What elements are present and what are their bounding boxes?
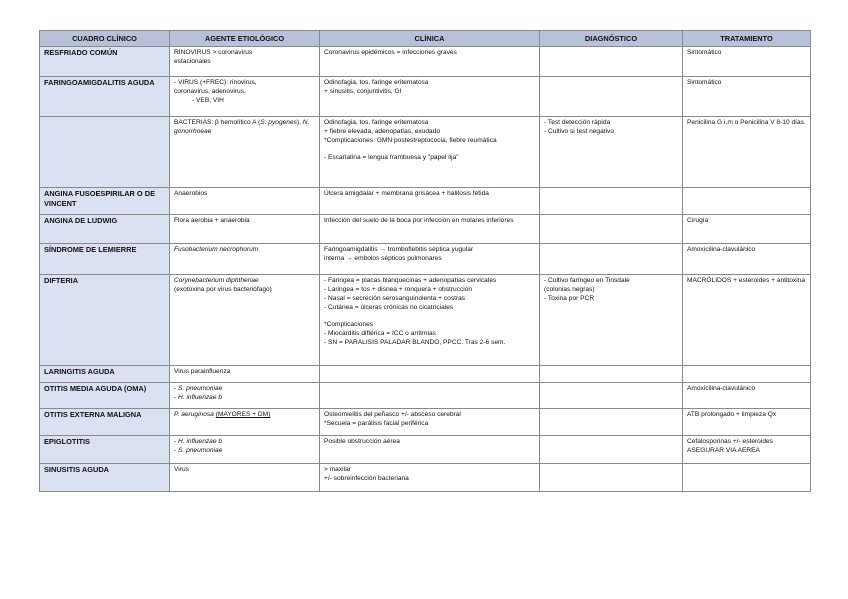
tratamiento-cell: ATB prolongado + limpieza Qx [683,409,811,436]
diagnostico-cell [540,47,683,77]
cuadro-cell: ANGINA DE LUDWIG [40,215,170,244]
table-row [40,215,811,244]
clinica-cell: Posible obstrucción aérea [320,436,540,464]
diagnostico-cell [540,244,683,275]
diagnostico-cell [540,215,683,244]
table-row [40,409,811,436]
tratamiento-cell: Penicilina G i.m o Penicilina V 8-10 días. [683,117,811,188]
agente-cell: RINOVIRUS > coronavirus estacionales [170,47,320,77]
agente-cell: - S. pneumoniae - H. influenzae b [170,383,320,409]
agente-cell: Fusobacterium necrophorum [170,244,320,275]
tratamiento-cell: Amoxicilina-clavulánico [683,244,811,275]
agente-cell: Anaerobios [170,188,320,215]
diagnostico-cell [540,464,683,492]
tratamiento-cell: Cirugía [683,215,811,244]
table-row [40,188,811,215]
table-row [40,464,811,492]
agente-cell: BACTERIAS: β hemolítico A (S. pyogenes), N. gonorrhoeae [170,117,320,188]
table-row [40,275,811,366]
clinica-cell: Odinofagia, tos, faringe eritematosa + sinusitis, conjuntivitis, GI [320,77,540,117]
agente-cell: Virus [170,464,320,492]
tratamiento-cell [683,188,811,215]
agente-cell: Corynebacterium diphtheriae (exotoxina por virus bacteriófago) [170,275,320,366]
tratamiento-cell [683,464,811,492]
tratamiento-cell: Sintomático [683,47,811,77]
diagnostico-cell [540,77,683,117]
header-diagnostico: DIAGNÓSTICO [540,31,683,47]
cuadro-cell: DIFTERIA [40,275,170,366]
cuadro-cell: SÍNDROME DE LEMIERRE [40,244,170,275]
header-tratamiento: TRATAMIENTO [683,31,811,47]
agente-cell: P. aeruginosa (MAYORES + DM) [170,409,320,436]
clinica-cell: > maxilar +/- sobreinfección bacteriana [320,464,540,492]
clinica-cell: Coronavirus epidémicos = infecciones graves [320,47,540,77]
diagnostico-cell [540,366,683,383]
cuadro-cell: FARINGOAMIGDALITIS AGUDA [40,77,170,117]
clinica-cell: Infección del suelo de la boca por infección en molares inferiores [320,215,540,244]
clinica-cell: Faringoamigdalitis → tromboflebitis séptica yugular interna → embolos sépticos pulmonares [320,244,540,275]
header-row [40,31,811,47]
diagnostico-cell [540,188,683,215]
cuadro-cell: SINUSITIS AGUDA [40,464,170,492]
agente-cell: - H. influenzae b - S. pneumoniae [170,436,320,464]
tratamiento-cell: Sintomático [683,77,811,117]
agente-cell: Flora aerobia + anaerobia [170,215,320,244]
cuadro-cell: OTITIS EXTERNA MALIGNA [40,409,170,436]
clinica-cell: Úlcera amigdalar + membrana grisácea + halitosis fétida [320,188,540,215]
header-cuadro: CUADRO CLÍNICO [40,31,170,47]
tratamiento-cell: Cefalosporinas +/- esteroides ASEGURAR VIA AEREA [683,436,811,464]
diagnostico-cell [540,409,683,436]
clinica-cell: Odinofagia, tos, faringe eritematosa + fiebre elevada, adenopatías, exudado *Complicaciones: GMN postestreptococia, fiebre reumática - Escarlatina = lengua frambuesa y "papel lija" [320,117,540,188]
table-row [40,77,811,117]
header-agente: AGENTE ETIOLÓGICO [170,31,320,47]
tratamiento-cell: Amoxicilina-clavulánico [683,383,811,409]
clinica-cell: Osteomielitis del peñasco +/- absceso cerebral *Secuela = parálisis facial periférica [320,409,540,436]
cuadro-cell: OTITIS MEDIA AGUDA (OMA) [40,383,170,409]
cuadro-cell: RESFRIADO COMÚN [40,47,170,77]
table-row [40,436,811,464]
table-row [40,47,811,77]
agente-cell: - VIRUS (+FREC): rinovirus, coronavirus, adenovirus. - VEB, VIH [170,77,320,117]
diagnostico-cell [540,383,683,409]
table-row [40,366,811,383]
tratamiento-cell: MACRÓLIDOS + esteroides + antitoxina [683,275,811,366]
diagnostico-cell: - Cultivo faríngeo en Tinsdale (colonias negras) - Toxina por PCR [540,275,683,366]
table-row [40,117,811,188]
header-clinica: CLÍNICA [320,31,540,47]
diagnostico-cell: - Test detección rápida - Cultivo si test negativo [540,117,683,188]
clinica-cell [320,383,540,409]
tratamiento-cell [683,366,811,383]
cuadro-cell [40,117,170,188]
table-row [40,383,811,409]
diagnostico-cell [540,436,683,464]
table-row [40,244,811,275]
clinica-cell [320,366,540,383]
cuadro-cell: ANGINA FUSOESPIRILAR O DE VINCENT [40,188,170,215]
agente-cell: Virus parainfluenza [170,366,320,383]
clinica-cell: - Faringea = placas blanquecinas + adenopatías cervicales - Laringea = tos + disnea + ronquera + obstrucción - Nasal = secreción serosanguinolenta + costras - Cutánea = úlceras crónicas no cicatriciales *Complicaciones - Miocarditis diftérica = ICC o arritmias - SN = PARALISIS PALADAR BLANDO, PPCC. Tras 2-6 sem. [320,275,540,366]
clinical-table [39,30,811,492]
cuadro-cell: LARINGITIS AGUDA [40,366,170,383]
cuadro-cell: EPIGLOTITIS [40,436,170,464]
